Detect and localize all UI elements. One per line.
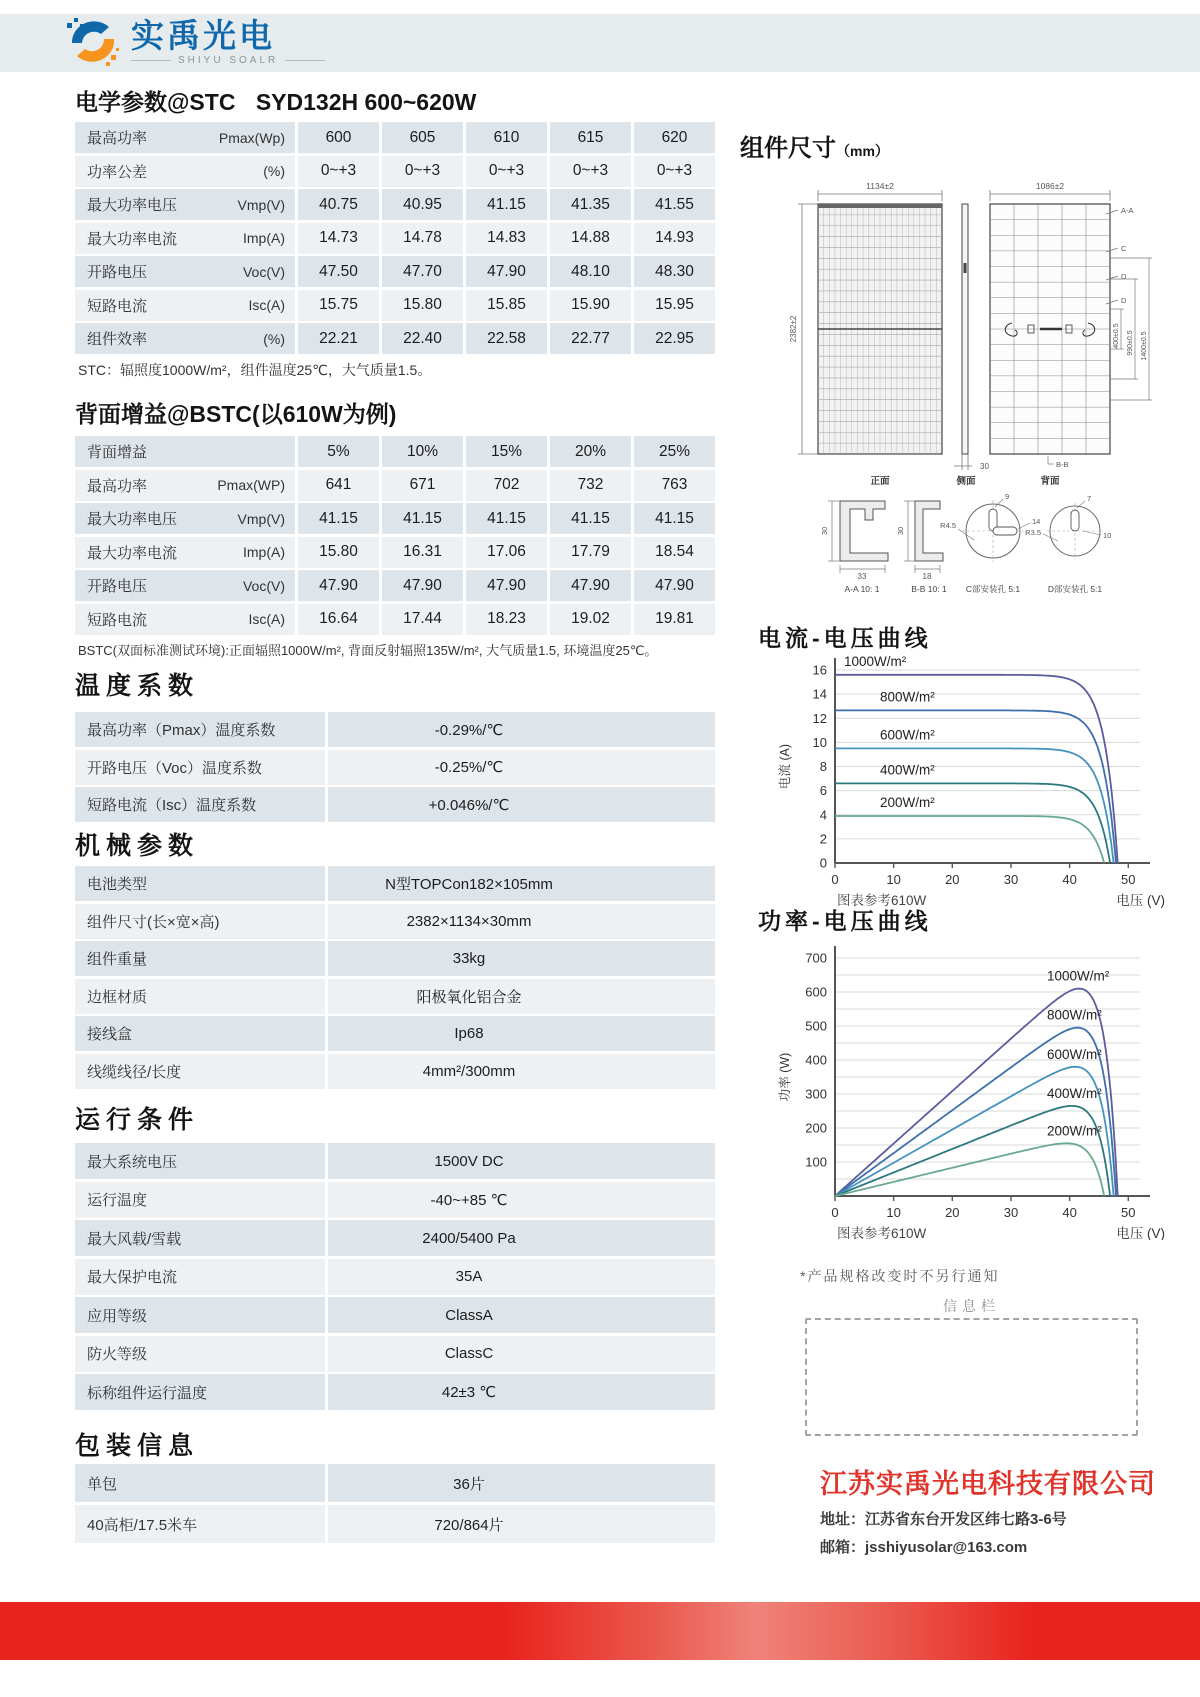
stc-note: STC：辐照度1000W/m²，组件温度25℃，大气质量1.5。: [78, 362, 432, 378]
param-value: Ip68: [328, 1016, 715, 1051]
param-value: 48.10: [550, 256, 631, 287]
dim-400: 400±0.5: [1113, 323, 1120, 349]
company-name: 江苏实禹光电科技有限公司: [820, 1469, 1156, 1499]
param-label: [75, 503, 295, 534]
param-symbol: Imp(A): [243, 544, 285, 560]
param-name: 最高功率: [87, 477, 148, 495]
curve-label: 400W/m²: [1047, 1085, 1102, 1101]
table-row: [75, 256, 715, 287]
svg-text:10: 10: [886, 872, 901, 887]
param-value: N型TOPCon182×105mm: [328, 866, 715, 901]
param-value: 671: [382, 470, 463, 501]
param-value: 702: [466, 470, 547, 501]
curve-label: 400W/m²: [880, 762, 935, 778]
param-value: 0~+3: [382, 156, 463, 187]
mount-hole-c-caption: C部安装孔 5:1: [965, 584, 1021, 594]
param-label: [75, 290, 295, 321]
svg-text:2: 2: [819, 831, 827, 847]
param-value: 600: [298, 122, 379, 153]
profile-bb-caption: B-B 10: 1: [911, 584, 947, 594]
curve-400W/m²: [835, 783, 1110, 863]
module-dimensions-drawing: [740, 168, 1180, 598]
param-value: 15.80: [382, 290, 463, 321]
mechanical-table: [75, 866, 715, 1091]
table-row: [75, 537, 715, 568]
table-row: [75, 712, 715, 747]
param-name: 开路电压: [87, 264, 148, 281]
param-symbol: Vmp(V): [237, 196, 285, 213]
table-row: [75, 1336, 715, 1372]
param-label: [75, 537, 295, 568]
svg-text:20: 20: [945, 872, 960, 887]
table-row: [75, 866, 715, 901]
param-label: 防火等级: [75, 1336, 325, 1372]
svg-text:16: 16: [812, 662, 827, 678]
param-value: 0~+3: [550, 156, 631, 187]
dim-back-width: 1086±2: [1035, 181, 1065, 191]
param-value: 47.90: [382, 570, 463, 601]
stc-section-title: [75, 84, 476, 117]
param-value: 41.15: [466, 189, 547, 220]
svg-text:100: 100: [805, 1154, 827, 1170]
logo-divider-line: [285, 60, 325, 61]
param-value: 14.83: [466, 223, 547, 254]
svg-text:0: 0: [831, 872, 839, 887]
param-label: [75, 436, 295, 467]
dim-front-width: 1134±2: [866, 181, 894, 191]
param-value: 22.95: [634, 323, 715, 354]
curve-label: 200W/m²: [1047, 1123, 1102, 1139]
dims-title-text: 组件尺寸: [740, 135, 836, 162]
param-symbol: Imp(A): [243, 230, 285, 246]
param-value: -0.29%/℃: [328, 712, 715, 747]
param-label: [75, 604, 295, 635]
packing-table: [75, 1464, 715, 1546]
logo-divider-line: [131, 60, 171, 61]
stc-title-model: SYD132H 600~620W: [255, 89, 477, 115]
param-value: 47.70: [382, 256, 463, 287]
temp-coeff-title: 温度系数: [75, 672, 200, 700]
logo-en-name: [131, 55, 325, 66]
param-label: [75, 570, 295, 601]
param-value: 47.90: [466, 256, 547, 287]
chart-note: 图表参考610W: [837, 1226, 927, 1240]
svg-text:20: 20: [945, 1205, 960, 1220]
param-value: 17.79: [550, 537, 631, 568]
stc-title-left: 电学参数@STC: [75, 89, 236, 115]
table-row: [75, 750, 715, 785]
packing-title: 包装信息: [75, 1432, 200, 1460]
param-value: 15.85: [466, 290, 547, 321]
y-axis-label: 电流 (A): [778, 743, 792, 790]
company-address: 地址：江苏省东台开发区纬七路3-6号: [820, 1511, 1067, 1528]
callout-d2: D: [1121, 296, 1127, 305]
spec-change-notice: *产品规格改变时不另行通知: [800, 1268, 1000, 1284]
param-value: 0~+3: [298, 156, 379, 187]
svg-text:400: 400: [805, 1052, 827, 1068]
stc-table: [75, 122, 715, 357]
table-row: [75, 787, 715, 822]
param-name: 短路电流: [87, 611, 148, 629]
param-label: [75, 122, 295, 153]
table-row: [75, 503, 715, 534]
curve-800W/m²: [835, 710, 1116, 863]
dim-aa-width: 33: [857, 572, 867, 581]
curve-600W/m²: [835, 748, 1114, 863]
pv-chart-title: 功率-电压曲线: [758, 908, 932, 934]
table-row: [75, 1054, 715, 1089]
param-symbol: Pmax(Wp): [218, 129, 285, 146]
param-value: 1500V DC: [328, 1143, 715, 1179]
param-label: 组件尺寸(长×宽×高): [75, 904, 325, 939]
param-value: 763: [634, 470, 715, 501]
bstc-table: [75, 436, 715, 637]
param-label: 组件重量: [75, 941, 325, 976]
param-value: 22.77: [550, 323, 631, 354]
param-value: 47.90: [550, 570, 631, 601]
param-value: 14.78: [382, 223, 463, 254]
chart-note: 图表参考610W: [837, 893, 927, 908]
bstc-note: BSTC(双面标准测试环境):正面辐照1000W/m², 背面反射辐照135W/m², 大气质量1.5, 环境温度25℃。: [78, 643, 658, 658]
view-label-side: 侧面: [956, 476, 976, 487]
svg-text:8: 8: [819, 759, 827, 774]
frame-profile-bb: [915, 501, 943, 561]
param-value: 41.55: [634, 189, 715, 220]
param-value: 41.15: [634, 503, 715, 534]
param-symbol: Isc(A): [248, 611, 285, 627]
param-label: 最大保护电流: [75, 1259, 325, 1295]
param-value: 17.44: [382, 604, 463, 635]
table-row: [75, 1505, 715, 1543]
param-label: [75, 156, 295, 187]
param-label: 电池类型: [75, 866, 325, 901]
table-row: [75, 223, 715, 254]
curve-200W/m²: [835, 816, 1104, 863]
logo-swirl-icon: [64, 15, 122, 69]
param-label: 边框材质: [75, 979, 325, 1014]
operating-title: 运行条件: [75, 1106, 200, 1134]
param-value: 19.81: [634, 604, 715, 635]
table-row: [75, 1259, 715, 1295]
param-label: 短路电流（Isc）温度系数: [75, 787, 325, 822]
table-row: [75, 1374, 715, 1410]
param-name: 最大功率电压: [87, 511, 178, 528]
param-value: -0.25%/℃: [328, 750, 715, 785]
param-value: 41.35: [550, 189, 631, 220]
table-row: [75, 1464, 715, 1502]
callout-d1: D: [1121, 272, 1127, 281]
dim-side-thickness: 30: [980, 462, 989, 471]
dims-title: [740, 128, 889, 163]
svg-text:300: 300: [805, 1086, 827, 1102]
param-label: [75, 256, 295, 287]
view-label-back: 背面: [1040, 476, 1060, 487]
param-value: 47.50: [298, 256, 379, 287]
svg-text:40: 40: [1062, 872, 1077, 887]
dim-c-slot-width: 9: [1005, 492, 1010, 501]
param-value: 0~+3: [466, 156, 547, 187]
param-value: 25%: [634, 436, 715, 467]
param-value: 40.75: [298, 189, 379, 220]
iv-chart-title: 电流-电压曲线: [758, 625, 932, 651]
info-box-label: 信息栏: [943, 1298, 1000, 1314]
param-value: 16.31: [382, 537, 463, 568]
curve-400W/m²: [835, 1106, 1110, 1196]
param-value: 610: [466, 122, 547, 153]
param-value: 5%: [298, 436, 379, 467]
param-value: 732: [550, 470, 631, 501]
param-label: 最大风载/雪载: [75, 1220, 325, 1256]
table-row: [75, 470, 715, 501]
curve-label: 800W/m²: [880, 689, 935, 705]
param-value: 2400/5400 Pa: [328, 1220, 715, 1256]
svg-text:500: 500: [805, 1018, 827, 1034]
dim-d-radius: R3.5: [1025, 528, 1041, 537]
table-row: [75, 604, 715, 635]
param-name: 最高功率: [87, 130, 148, 147]
param-label: 最高功率（Pmax）温度系数: [75, 712, 325, 747]
param-value: 18.23: [466, 604, 547, 635]
param-value: 10%: [382, 436, 463, 467]
param-value: 720/864片: [328, 1505, 715, 1543]
table-row: [75, 436, 715, 467]
param-value: 615: [550, 122, 631, 153]
param-value: 15.75: [298, 290, 379, 321]
mechanical-title: 机械参数: [75, 832, 200, 860]
curve-200W/m²: [835, 1143, 1104, 1196]
param-symbol: Vmp(V): [237, 510, 285, 527]
svg-text:30: 30: [1003, 872, 1019, 887]
param-label: [75, 323, 295, 354]
dim-bb-height: 30: [896, 526, 905, 536]
curve-label: 600W/m²: [1047, 1046, 1102, 1062]
logo-en-label: SHIYU SOALR: [178, 54, 279, 66]
param-name: 背面增益: [87, 444, 148, 461]
svg-text:30: 30: [1003, 1205, 1019, 1220]
param-name: 最大功率电流: [87, 544, 178, 562]
svg-text:6: 6: [819, 783, 827, 799]
param-symbol: Voc(V): [242, 263, 285, 280]
param-value: ClassC: [328, 1336, 715, 1372]
param-value: ClassA: [328, 1297, 715, 1333]
param-value: 14.88: [550, 223, 631, 254]
param-value: 18.54: [634, 537, 715, 568]
table-row: [75, 1220, 715, 1256]
svg-text:200: 200: [805, 1120, 827, 1136]
param-value: 16.64: [298, 604, 379, 635]
svg-text:50: 50: [1121, 872, 1136, 887]
param-name: 开路电压: [87, 578, 148, 595]
param-label: 开路电压（Voc）温度系数: [75, 750, 325, 785]
param-value: 19.02: [550, 604, 631, 635]
param-symbol: Pmax(WP): [217, 477, 285, 493]
svg-text:600: 600: [805, 984, 827, 1000]
param-value: 42±3 ℃: [328, 1374, 715, 1410]
param-label: 应用等级: [75, 1297, 325, 1333]
param-name: 功率公差: [87, 163, 148, 181]
param-label: 运行温度: [75, 1182, 325, 1218]
dim-aa-height: 30: [820, 526, 829, 536]
param-value: 15.90: [550, 290, 631, 321]
param-value: 47.90: [298, 570, 379, 601]
param-value: 41.15: [466, 503, 547, 534]
param-value: 36片: [328, 1464, 715, 1502]
callout-c: C: [1121, 244, 1127, 253]
x-axis-label: 电压 (V): [1116, 893, 1165, 908]
logo: [64, 15, 325, 69]
dim-d-slot-length: 10: [1103, 531, 1112, 540]
x-axis-label: 电压 (V): [1116, 1226, 1165, 1240]
param-value: 4mm²/300mm: [328, 1054, 715, 1089]
table-row: [75, 156, 715, 187]
profile-aa-caption: A-A 10: 1: [844, 584, 880, 594]
pv-curve-chart: [755, 928, 1200, 1240]
param-value: 48.30: [634, 256, 715, 287]
param-value: -40~+85 ℃: [328, 1182, 715, 1218]
param-value: 22.21: [298, 323, 379, 354]
param-value: 22.40: [382, 323, 463, 354]
param-value: 2382×1134×30mm: [328, 904, 715, 939]
dims-unit: （mm）: [836, 143, 889, 159]
logo-cn-name: 实禹光电: [131, 16, 275, 54]
svg-text:700: 700: [805, 950, 827, 966]
table-row: [75, 904, 715, 939]
curve-label: 1000W/m²: [844, 653, 907, 669]
frame-profile-aa: [840, 501, 888, 561]
param-value: 22.58: [466, 323, 547, 354]
param-value: 阳极氧化铝合金: [328, 979, 715, 1014]
param-value: 40.95: [382, 189, 463, 220]
table-row: [75, 979, 715, 1014]
curve-label: 200W/m²: [880, 794, 935, 810]
svg-text:0: 0: [831, 1205, 839, 1220]
dim-c-radius: R4.5: [940, 521, 956, 530]
operating-table: [75, 1143, 715, 1413]
logo-text: [131, 16, 325, 66]
curve-label: 600W/m²: [880, 727, 935, 743]
curve-1000W/m²: [835, 675, 1118, 863]
dim-c-slot-length: 14: [1032, 517, 1041, 526]
company-email: 邮箱：jsshiyusolar@163.com: [820, 1539, 1028, 1556]
svg-text:4: 4: [819, 807, 827, 823]
bstc-section-title: 背面增益@BSTC(以610W为例): [75, 401, 397, 427]
dim-front-height: 2382±2: [789, 315, 798, 343]
param-symbol: Voc(V): [242, 577, 285, 594]
table-row: [75, 570, 715, 601]
param-value: 33kg: [328, 941, 715, 976]
svg-text:10: 10: [886, 1205, 901, 1220]
svg-text:12: 12: [812, 710, 827, 726]
param-label: 标称组件运行温度: [75, 1374, 325, 1410]
param-value: 15.95: [634, 290, 715, 321]
param-symbol: (%): [263, 163, 285, 179]
param-value: 17.06: [466, 537, 547, 568]
param-value: 14.93: [634, 223, 715, 254]
table-row: [75, 1182, 715, 1218]
table-row: [75, 1297, 715, 1333]
param-name: 最大功率电压: [87, 197, 178, 214]
param-symbol: (%): [263, 330, 285, 347]
param-value: 35A: [328, 1259, 715, 1295]
svg-text:50: 50: [1121, 1205, 1136, 1220]
param-value: 0~+3: [634, 156, 715, 187]
iv-curve-chart: [755, 640, 1200, 930]
dim-d-slot-width: 7: [1087, 494, 1092, 503]
curve-label: 1000W/m²: [1047, 968, 1110, 984]
curve-label: 800W/m²: [1047, 1007, 1102, 1023]
param-value: 641: [298, 470, 379, 501]
table-row: [75, 290, 715, 321]
param-value: 14.73: [298, 223, 379, 254]
dim-bb-width: 18: [922, 572, 932, 581]
param-value: 15.80: [298, 537, 379, 568]
param-value: 20%: [550, 436, 631, 467]
dim-1400: 1400±0.5: [1141, 331, 1148, 361]
svg-text:10: 10: [812, 734, 827, 750]
callout-aa: A-A: [1121, 206, 1134, 215]
param-value: 15%: [466, 436, 547, 467]
table-row: [75, 323, 715, 354]
param-label: 线缆线径/长度: [75, 1054, 325, 1089]
param-label: 40高柜/17.5米车: [75, 1505, 325, 1543]
svg-text:14: 14: [812, 686, 827, 702]
param-name: 短路电流: [87, 297, 148, 315]
param-value: 41.15: [382, 503, 463, 534]
footer-red-bar: [0, 1602, 1200, 1660]
table-row: [75, 1016, 715, 1051]
param-name: 组件效率: [87, 331, 148, 348]
table-row: [75, 941, 715, 976]
param-value: +0.046%/℃: [328, 787, 715, 822]
view-label-front: 正面: [870, 476, 890, 487]
y-axis-label: 功率 (W): [778, 1052, 792, 1102]
param-label: 接线盒: [75, 1016, 325, 1051]
param-value: 605: [382, 122, 463, 153]
mount-hole-d-caption: D部安装孔 5:1: [1047, 584, 1103, 594]
param-label: 单包: [75, 1464, 325, 1502]
param-label: [75, 470, 295, 501]
table-row: [75, 122, 715, 153]
param-value: 41.15: [298, 503, 379, 534]
dim-990: 990±0.5: [1127, 330, 1134, 356]
param-value: 47.90: [466, 570, 547, 601]
callout-bb: B-B: [1056, 460, 1069, 469]
param-label: [75, 189, 295, 220]
param-value: 47.90: [634, 570, 715, 601]
param-name: 最大功率电流: [87, 230, 178, 248]
info-box: [805, 1318, 1138, 1436]
param-label: [75, 223, 295, 254]
param-value: 620: [634, 122, 715, 153]
table-row: [75, 189, 715, 220]
param-value: 41.15: [550, 503, 631, 534]
svg-text:40: 40: [1062, 1205, 1077, 1220]
temp-coeff-table: [75, 712, 715, 825]
param-symbol: Isc(A): [248, 297, 285, 313]
svg-text:0: 0: [819, 855, 827, 871]
table-row: [75, 1143, 715, 1179]
param-label: 最大系统电压: [75, 1143, 325, 1179]
